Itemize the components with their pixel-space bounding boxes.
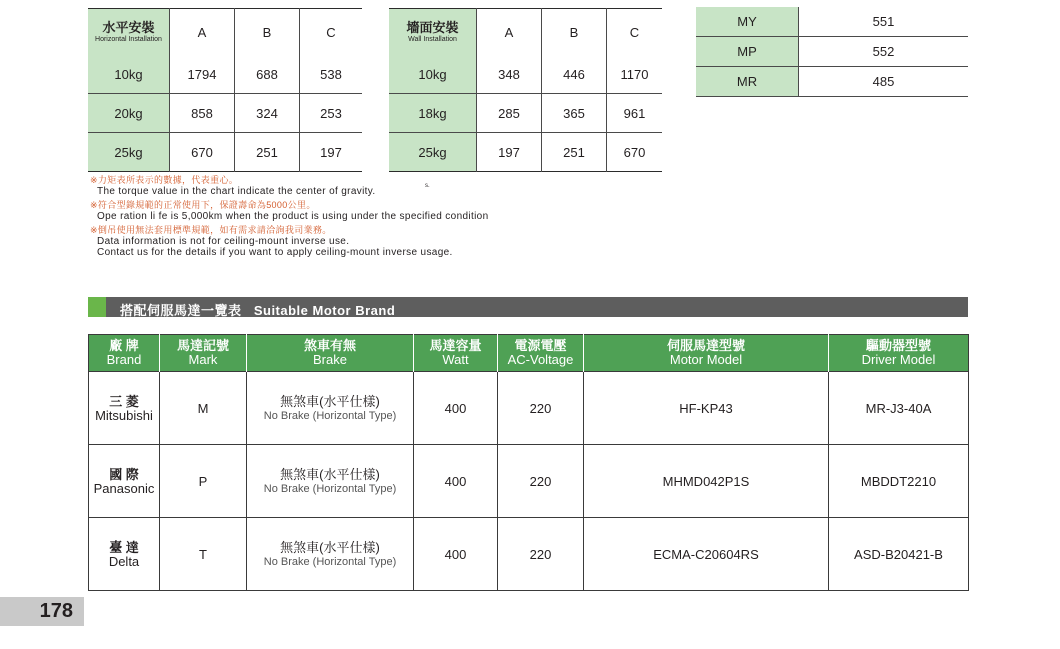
value-cell: 251 [542, 133, 607, 172]
value-cell: 285 [477, 94, 542, 133]
moment-value: 485 [799, 67, 969, 97]
header-voltage: 電源電壓 AC-Voltage [498, 335, 584, 372]
page-number: 178 [0, 597, 84, 626]
wall-title-en: Wall Installation [408, 35, 457, 43]
load-label: 25kg [389, 133, 477, 172]
table-row [89, 518, 969, 591]
value-cell: 251 [235, 133, 300, 172]
brake-cell: 無煞車(水平仕樣) No Brake (Horizontal Type) [247, 518, 414, 591]
note-3-en1: Data information is not for ceiling-mount inverse use. [97, 236, 350, 247]
wall-title-cell [389, 9, 477, 56]
notes [90, 175, 650, 258]
note-3-zh: ※倒吊使用無法套用標準規範，如有需求請洽詢我司業務。 [90, 225, 332, 235]
load-label: 10kg [88, 55, 170, 94]
column-header-a: A [477, 9, 542, 56]
value-cell: 348 [477, 55, 542, 94]
header-watt: 馬達容量 Watt [414, 335, 498, 372]
motor-brand-table [88, 334, 969, 591]
watt-cell: 400 [414, 518, 498, 591]
wall-load-table [389, 8, 662, 172]
table-row [696, 37, 968, 67]
load-label: 18kg [389, 94, 477, 133]
moment-table [696, 7, 968, 97]
voltage-cell: 220 [498, 445, 584, 518]
header-motor-model: 伺服馬達型號 Motor Model [584, 335, 829, 372]
moment-value: 551 [799, 7, 969, 37]
moment-label: MP [696, 37, 799, 67]
value-cell: 446 [542, 55, 607, 94]
load-label: 25kg [88, 133, 170, 172]
header-driver-model: 驅動器型號 Driver Model [829, 335, 969, 372]
table-row [89, 372, 969, 445]
column-header-b: B [542, 9, 607, 56]
table-row [89, 445, 969, 518]
column-header-a: A [170, 9, 235, 56]
mark-cell: M [160, 372, 247, 445]
watt-cell: 400 [414, 372, 498, 445]
mark-cell: P [160, 445, 247, 518]
header-mark: 馬達記號 Mark [160, 335, 247, 372]
stray-mark: s. [425, 183, 430, 189]
table-row [389, 133, 662, 172]
value-cell: 1170 [607, 55, 663, 94]
table-row [389, 55, 662, 94]
section-accent [88, 297, 106, 317]
value-cell: 365 [542, 94, 607, 133]
value-cell: 670 [623, 144, 646, 160]
value-cell: 961 [607, 94, 663, 133]
horizontal-title-en: Horizontal Installation [95, 35, 162, 43]
brand-cell: 臺 達 Delta [89, 518, 160, 591]
column-header-b: B [235, 9, 300, 56]
value-cell: 538 [300, 55, 363, 94]
table-row [88, 94, 362, 133]
table-row [696, 7, 968, 37]
load-label: 10kg [389, 55, 477, 94]
note-3-en2: Contact us for the details if you want to apply ceiling-mount inverse usage. [97, 247, 453, 258]
brake-cell: 無煞車(水平仕樣) No Brake (Horizontal Type) [247, 372, 414, 445]
value-cell: 324 [235, 94, 300, 133]
section-bar [88, 297, 968, 317]
value-cell: 253 [300, 94, 363, 133]
driver-model-cell: MR-J3-40A [829, 372, 969, 445]
load-label: 20kg [88, 94, 170, 133]
note-1-en: The torque value in the chart indicate the center of gravity. [97, 186, 376, 197]
value-cell: 858 [170, 94, 235, 133]
table-row [88, 133, 362, 172]
horizontal-load-table [88, 8, 362, 172]
wall-title-zh: 墻面安裝 [406, 19, 459, 35]
brake-cell: 無煞車(水平仕樣) No Brake (Horizontal Type) [247, 445, 414, 518]
value-cell: 670 [170, 133, 235, 172]
column-header-c: C [326, 24, 336, 40]
value-cell: 1794 [170, 55, 235, 94]
note-1-zh: ※力矩表所表示的數據，代表重心。 [90, 175, 239, 185]
column-header-c: C [629, 24, 640, 40]
voltage-cell: 220 [498, 372, 584, 445]
driver-model-cell: MBDDT2210 [829, 445, 969, 518]
table-row [88, 55, 362, 94]
watt-cell: 400 [414, 445, 498, 518]
note-2-zh: ※符合型錄規範的正常使用下，保證壽命為5000公里。 [90, 200, 316, 210]
moment-label: MY [696, 7, 799, 37]
value-cell: 688 [235, 55, 300, 94]
section-title: 搭配伺服馬達一覽表 Suitable Motor Brand [120, 303, 396, 318]
driver-model-cell: ASD-B20421-B [829, 518, 969, 591]
horizontal-title-zh: 水平安裝 [102, 19, 155, 35]
moment-label: MR [696, 67, 799, 97]
motor-model-cell: ECMA-C20604RS [584, 518, 829, 591]
note-2-en: Ope ration li fe is 5,000km when the product is using under the specified condition [97, 211, 489, 222]
motor-model-cell: HF-KP43 [584, 372, 829, 445]
value-cell: 197 [477, 133, 542, 172]
motor-model-cell: MHMD042P1S [584, 445, 829, 518]
header-brake: 煞車有無 Brake [247, 335, 414, 372]
mark-cell: T [160, 518, 247, 591]
horizontal-title-cell [88, 9, 170, 56]
table-row [696, 67, 968, 97]
moment-value: 552 [799, 37, 969, 67]
voltage-cell: 220 [498, 518, 584, 591]
value-cell: 197 [320, 144, 342, 160]
brand-cell: 三 菱 Mitsubishi [89, 372, 160, 445]
header-brand: 廠 牌 Brand [89, 335, 160, 372]
brand-cell: 國 際 Panasonic [89, 445, 160, 518]
table-row [389, 94, 662, 133]
